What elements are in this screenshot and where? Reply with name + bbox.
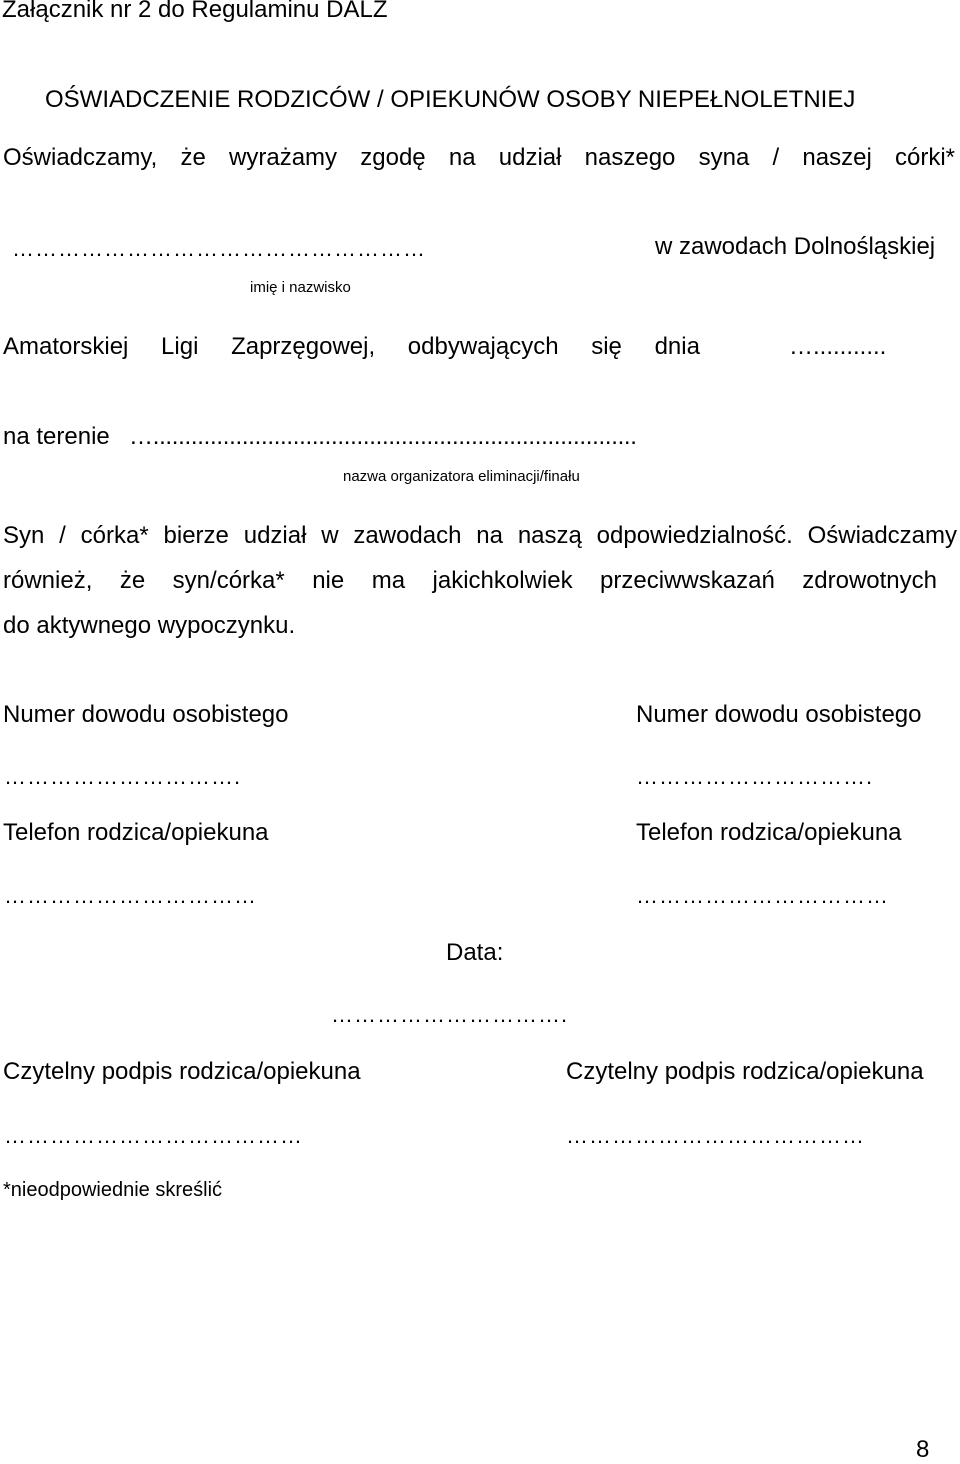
attachment-header: Załącznik nr 2 do Regulaminu DALZ [2,0,388,23]
id-label-right: Numer dowodu osobistego [636,701,922,728]
organizer-caption: nazwa organizatora eliminacji/finału [343,468,580,485]
statement-text-3-words: Amatorskiej Ligi Zaprzęgowej, odbywających się dnia [3,333,700,360]
statement-text-3 [3,333,700,361]
name-fill-line: ……………………………………………… [12,236,426,261]
responsibility-line-1 [3,522,957,550]
phone-fill-right: …………………………… [636,883,889,908]
signature-fill-right: ………………………………… [566,1123,865,1148]
id-fill-right: …………………………. [636,764,874,789]
statement-text-2: w zawodach Dolnośląskiej [655,233,936,260]
date-fill-line: …........... [789,333,887,360]
signature-label-left: Czytelny podpis rodzica/opiekuna [3,1058,361,1085]
statement-text-1: Oświadczamy, że wyrażamy zgodę na udział naszego syna / naszej córki* [3,144,955,171]
date-fill: …………………………. [331,1002,569,1027]
id-label-left: Numer dowodu osobistego [3,701,289,728]
phone-label-right: Telefon rodzica/opiekuna [636,819,902,846]
document-title: OŚWIADCZENIE RODZICÓW / OPIEKUNÓW OSOBY NIEPEŁNOLETNIEJ [45,86,856,113]
phone-fill-left: …………………………… [4,883,257,908]
responsibility-text-1: Syn / córka* bierze udział w zawodach na naszą odpowiedzialność. Oświadczamy [3,522,957,549]
responsibility-line-2 [3,567,937,595]
responsibility-text-2: również, że syn/córka* nie ma jakichkolwiek przeciwwskazań zdrowotnych [3,567,937,594]
location-fill-line: …............................................................................ [129,423,637,450]
responsibility-text-3: do aktywnego wypoczynku. [3,612,296,639]
id-fill-left: …………………………. [4,764,242,789]
signature-label-right: Czytelny podpis rodzica/opiekuna [566,1058,924,1085]
page-number: 8 [916,1436,930,1463]
signature-fill-left: ………………………………… [4,1123,303,1148]
location-label: na terenie [3,423,110,450]
footnote: *nieodpowiednie skreślić [3,1179,223,1201]
phone-label-left: Telefon rodzica/opiekuna [3,819,269,846]
statement-line-1 [3,144,955,172]
name-caption: imię i nazwisko [250,279,351,296]
date-label: Data: [446,939,504,966]
